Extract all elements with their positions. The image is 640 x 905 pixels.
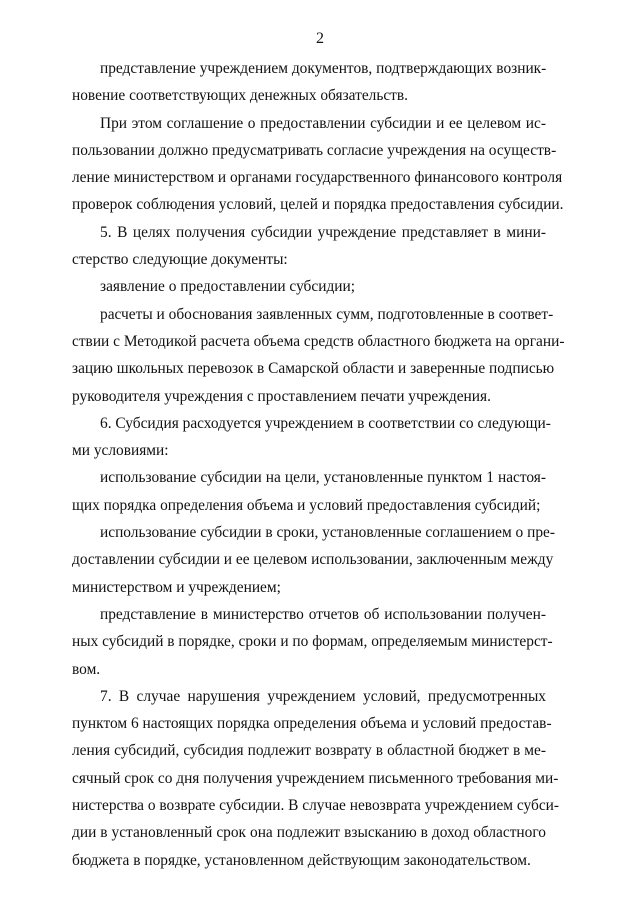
text-line: ми условиями: <box>72 442 169 460</box>
text-line: сячный срок со дня получения учреждением письменного требования ми- <box>72 769 559 787</box>
text-line: бюджета в порядке, установленном действующим законодательством. <box>72 851 531 869</box>
text-line: ления субсидий, субсидия подлежит возврату в областной бюджет в ме- <box>72 742 546 760</box>
text-line: руководителя учреждения с проставлением печати учреждения. <box>72 387 491 405</box>
document-body <box>72 55 565 874</box>
paragraph <box>72 464 546 519</box>
text-line: представление в министерство отчетов об использовании получен- <box>100 605 546 623</box>
text-line: пользовании должно предусматривать согласие учреждения на осуществ- <box>72 141 557 159</box>
text-line: нистерства о возврате субсидии. В случае невозврата учреждением субси- <box>72 797 560 815</box>
text-line: заявление о предоставлении субсидии; <box>100 278 356 296</box>
text-line: 7. В случае нарушения учреждением условий, предусмотренных <box>100 687 546 705</box>
paragraph <box>72 55 546 110</box>
text-line: использование субсидии в сроки, установленные соглашением о пре- <box>100 524 555 542</box>
text-line: пунктом 6 настоящих порядка определения объема и условий предостав- <box>72 715 552 733</box>
text-line: проверок соблюдения условий, целей и порядка предоставления субсидии. <box>72 196 564 214</box>
text-line: ных субсидий в порядке, сроки и по формам, определяемым министерст- <box>72 633 553 651</box>
text-line: ствии с Методикой расчета объема средств областного бюджета на органи- <box>72 332 565 350</box>
paragraph <box>72 110 564 219</box>
page-number: 2 <box>316 30 324 47</box>
text-line: стерство следующие документы: <box>72 251 288 269</box>
text-line: зацию школьных перевозок в Самарской области и заверенные подписью <box>72 360 555 378</box>
paragraph <box>72 273 546 300</box>
paragraph <box>72 219 546 274</box>
text-line: щих порядка определения объема и условий предоставления субсидий; <box>72 496 541 514</box>
paragraph <box>72 519 555 601</box>
text-line: ление министерством и органами государственного финансового контроля <box>72 169 563 187</box>
paragraph <box>72 301 565 410</box>
text-line: 5. В целях получения субсидии учреждение представляет в мини- <box>100 223 546 241</box>
paragraph <box>72 410 551 465</box>
text-line: дии в установленный срок она подлежит взысканию в доход областного <box>72 824 546 842</box>
text-line: вом. <box>72 660 101 678</box>
text-line: доставлении субсидии и ее целевом использовании, заключенным между <box>72 551 554 569</box>
text-line: При этом соглашение о предоставлении субсидии и ее целевом ис- <box>100 114 546 132</box>
text-line: министерством и учреждением; <box>72 578 281 596</box>
paragraph <box>72 601 553 683</box>
paragraph <box>72 683 560 874</box>
text-line: использование субсидии на цели, установленные пунктом 1 настоя- <box>100 469 546 487</box>
text-line: представление учреждением документов, подтверждающих возник- <box>100 60 547 77</box>
text-line: 6. Субсидия расходуется учреждением в соответствии со следующи- <box>100 414 551 432</box>
text-line: новение соответствующих денежных обязательств. <box>72 87 409 105</box>
text-line: расчеты и обоснования заявленных сумм, подготовленные в соответ- <box>100 305 554 323</box>
